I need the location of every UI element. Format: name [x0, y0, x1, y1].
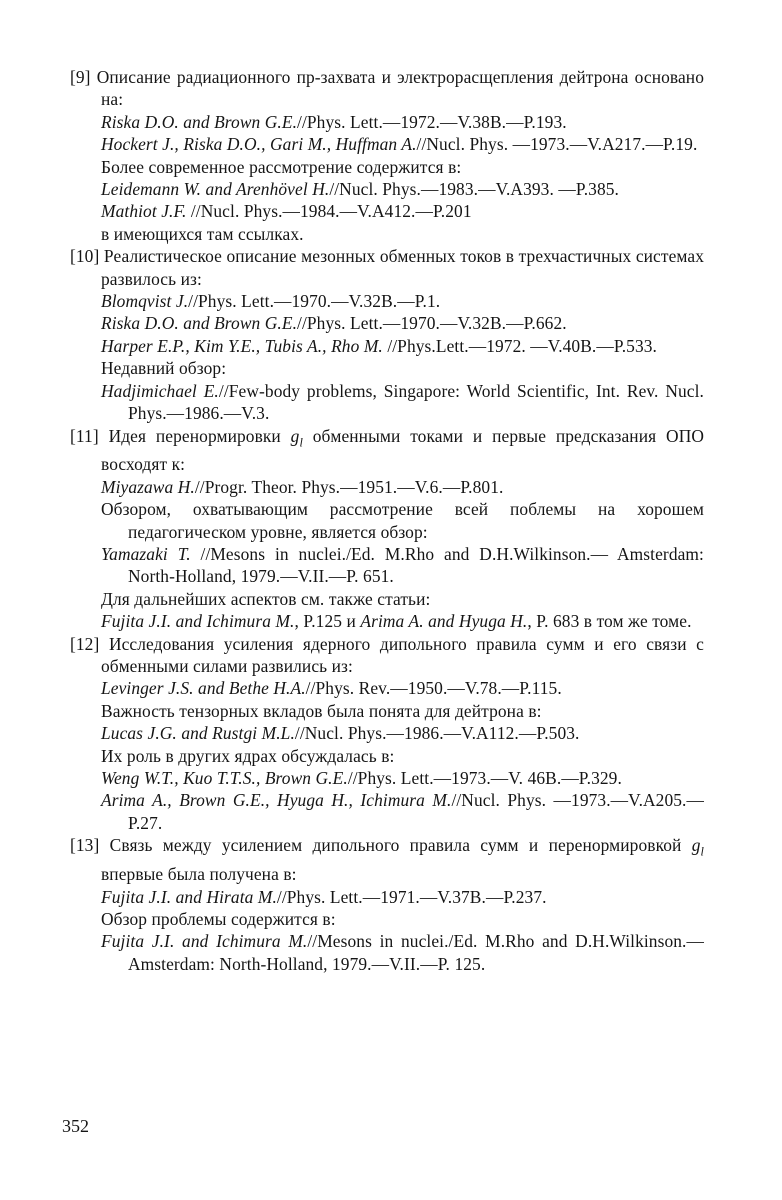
citation [70, 610, 704, 632]
citation-authors: Riska D.O. and Brown G.E. [101, 313, 298, 334]
citation-authors: Arima A., Brown G.E., Hyuga H., Ichimura M. [101, 790, 452, 811]
citation-authors: Arima A. and Hyuga H. [360, 611, 528, 632]
citation [70, 380, 704, 425]
reference-10-intro [70, 245, 704, 290]
citation [70, 930, 704, 975]
reference-10 [70, 245, 704, 424]
citation-source: //Phys.Lett.—1972. —V.40B.—P.533. [382, 335, 657, 356]
citation-source: //Mesons in nuclei./Ed. M.Rho and D.H.Wilkinson.—Amsterdam: North-Holland, 1979.—V.II.—P. 125. [128, 931, 704, 974]
citation-authors: Harper E.P., Kim Y.E., Tubis A., Rho M. [101, 335, 383, 356]
citation-authors: Levinger J.S. and Bethe H.A. [101, 678, 306, 699]
citation-source: //Phys. Lett.—1972.—V.38B.—P.193. [297, 111, 567, 132]
citation-source: //Phys. Lett.—1973.—V. 46B.—P.329. [347, 768, 622, 789]
citation [70, 111, 704, 133]
references-page [70, 66, 704, 975]
citation [70, 543, 704, 588]
citation-authors: Fujita J.I. and Ichimura M. [101, 931, 308, 952]
reference-11-intro [70, 425, 704, 476]
citation [70, 133, 704, 155]
citation-source: //Nucl. Phys.—1983.—V.A393. —P.385. [329, 179, 619, 200]
citation-source: //Phys. Rev.—1950.—V.78.—P.115. [305, 678, 562, 699]
reference-13 [70, 834, 704, 975]
reference-intro-text: Описание радиационного пр-захвата и электрорасщепления дейтрона основано на: [96, 67, 705, 110]
reference-intro-text: Исследования усиления ядерного дипольного правила сумм и его связи с обменными силами развились из: [101, 633, 704, 677]
reference-note: Более современное рассмотрение содержится в: [101, 156, 462, 177]
reference-number: [12] [70, 633, 100, 654]
citation [70, 789, 704, 834]
citation-source: //Mesons in nuclei./Ed. M.Rho and D.H.Wilkinson.— Amsterdam: North-Holland, 1979.—V.II.—P. 651. [128, 544, 704, 587]
reference-note: Недавний обзор: [101, 358, 227, 379]
reference-number: [10] [70, 246, 100, 267]
reference-note: Обзором, охватывающим рассмотрение всей поблемы на хорошем педагогическом уровне, является обзор: [101, 499, 704, 542]
citation-authors: Weng W.T., Kuo T.T.S., Brown G.E. [101, 768, 348, 789]
citation [70, 476, 704, 498]
citation-authors: Blomqvist J. [101, 291, 189, 312]
citation-authors: Yamazaki T. [101, 544, 191, 564]
reference-note: в имеющихся там ссылках. [101, 223, 304, 244]
reference-intro-text: Идея перенормировки $g_l$ обменными токами и первые предсказания ОПО восходят к: [101, 425, 705, 475]
citation-authors: Leidemann W. and Arenhövel H. [101, 179, 330, 200]
reference-number: [11] [70, 425, 99, 446]
reference-intro-text: Реалистическое описание мезонных обменных токов в трехчастичных системах развилось из: [101, 246, 704, 289]
reference-note: Для дальнейших аспектов см. также статьи: [101, 588, 431, 609]
citation-authors: Lucas J.G. and Rustgi M.L. [101, 723, 295, 744]
citation-source: //Nucl. Phys. —1973.—V.A205.—P.27. [128, 790, 704, 833]
citation [70, 178, 704, 200]
citation-authors: Mathiot J.F. [101, 201, 187, 222]
citation-source: , P.125 и [294, 611, 361, 632]
reference-number: [13] [70, 835, 100, 856]
citation-source: //Few-body problems, Singapore: World Scientific, Int. Rev. Nucl. Phys.—1986.—V.3. [128, 380, 704, 424]
citation-source: //Nucl. Phys.—1986.—V.A112.—P.503. [294, 723, 580, 744]
page-number: 352 [62, 1116, 89, 1136]
citation-source: //Phys. Lett.—1970.—V.32B.—P.662. [297, 313, 567, 334]
reference-note: Их роль в других ядрах обсуждалась в: [101, 745, 395, 766]
reference-12-intro [70, 633, 704, 678]
reference-note: Важность тензорных вкладов была понята для дейтрона в: [101, 700, 542, 721]
reference-12 [70, 633, 704, 835]
citation [70, 722, 704, 744]
reference-note: Обзор проблемы содержится в: [101, 908, 336, 929]
citation [70, 886, 704, 908]
citation [70, 290, 704, 312]
citation-authors: Fujita J.I. and Hirata M. [101, 886, 277, 907]
citation-authors: Hadjimichael E. [101, 380, 219, 401]
citation-source: //Phys. Lett.—1970.—V.32B.—P.1. [188, 291, 441, 312]
citation [70, 767, 704, 789]
citation-source: //Nucl. Phys. —1973.—V.A217.—P.19. [416, 134, 698, 155]
reference-number: [9] [70, 67, 91, 87]
citation-authors: Riska D.O. and Brown G.E. [101, 111, 298, 132]
citation [70, 200, 704, 222]
reference-9 [70, 66, 704, 245]
reference-13-intro [70, 834, 704, 885]
citation-authors: Miyazawa H. [101, 476, 195, 497]
reference-9-intro [70, 66, 704, 111]
reference-intro-text: Связь между усилением дипольного правила сумм и перенормировкой $g_l$ впервые была получена в: [101, 835, 705, 885]
citation-source: //Nucl. Phys.—1984.—V.A412.—P.201 [186, 201, 472, 222]
citation-authors: Hockert J., Riska D.O., Gari M., Huffman A. [101, 134, 417, 155]
citation-source: //Phys. Lett.—1971.—V.37B.—P.237. [276, 886, 547, 907]
citation-source: , P. 683 в том же томе. [527, 611, 692, 632]
citation [70, 312, 704, 334]
reference-11 [70, 425, 704, 633]
citation [70, 677, 704, 699]
citation-authors: Fujita J.I. and Ichimura M. [101, 611, 295, 632]
citation [70, 335, 704, 357]
citation-source: //Progr. Theor. Phys.—1951.—V.6.—P.801. [194, 476, 504, 497]
